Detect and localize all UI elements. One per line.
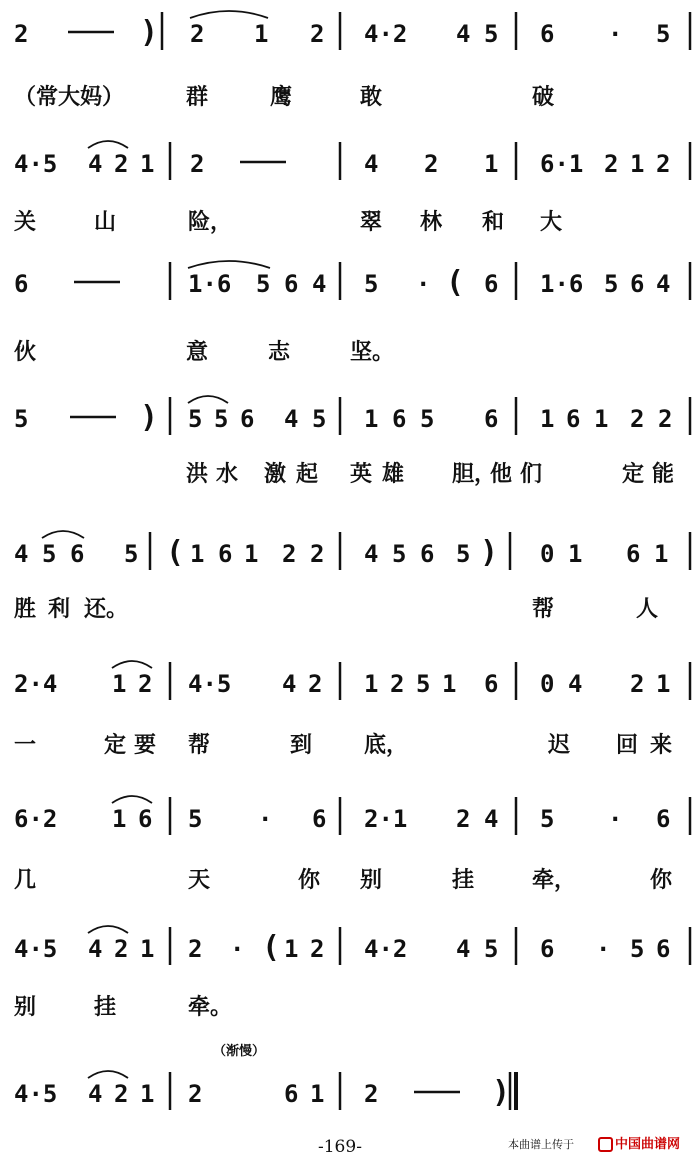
source-note: 本曲谱上传于 — [508, 1138, 574, 1151]
lyric-word: 帮 — [188, 733, 211, 758]
note: 6 — [484, 405, 499, 433]
page-number: -169- — [318, 1137, 362, 1157]
lyric-word: 天 — [188, 868, 211, 893]
note: 1 — [594, 405, 609, 433]
notation-row — [14, 661, 690, 700]
note: 2 — [364, 1080, 379, 1108]
note: · — [596, 935, 611, 963]
site-logo — [598, 1133, 680, 1152]
note: 5 — [188, 805, 203, 833]
lyric-word: 利 — [48, 597, 71, 622]
note: 1 — [244, 540, 259, 568]
note: 4 — [282, 670, 297, 698]
note: 6 — [218, 540, 233, 568]
note: 5 — [484, 20, 499, 48]
note: 6 — [484, 270, 499, 298]
lyric-word: 牵， — [532, 868, 577, 893]
note: 5 — [416, 670, 431, 698]
note: 1 — [364, 670, 379, 698]
note: 5 — [630, 935, 645, 963]
note: 4 — [284, 405, 299, 433]
note: 4·5 — [14, 150, 58, 178]
note: 2 — [188, 1080, 203, 1108]
slur — [112, 796, 152, 803]
lyric-word: 险， — [188, 210, 233, 235]
note: 6 — [626, 540, 641, 568]
slur — [88, 141, 128, 148]
note: 1 — [656, 670, 671, 698]
note: 2 — [190, 150, 205, 178]
lyric-word: 还。 — [84, 597, 129, 622]
lyric-word: 挂 — [94, 995, 117, 1020]
bracket: ( — [446, 265, 465, 300]
note: 1 — [568, 540, 583, 568]
bracket: ) — [140, 15, 159, 50]
note: 6 — [284, 1080, 299, 1108]
lyric-word: 你 — [298, 868, 321, 893]
lyric-word: 挂 — [452, 868, 475, 893]
note: 2 — [656, 150, 671, 178]
slur — [42, 531, 84, 538]
bracket: ) — [480, 535, 499, 570]
lyric-line — [0, 592, 700, 622]
note: 1 — [484, 150, 499, 178]
lyric-word: 大 — [540, 210, 563, 235]
note: 6·1 — [540, 150, 584, 178]
lyric-word: 几 — [14, 868, 37, 893]
lyric-line — [0, 80, 700, 110]
note: 4·5 — [14, 935, 58, 963]
lyric-word: 别 — [360, 868, 383, 893]
note: 2 — [114, 935, 129, 963]
note: 4 — [568, 670, 583, 698]
note: 4 — [364, 150, 379, 178]
note: 1 — [654, 540, 669, 568]
lyric-line — [0, 457, 700, 487]
lyric-word: 来 — [650, 733, 673, 758]
note: 5 — [540, 805, 555, 833]
note: 4·2 — [364, 20, 408, 48]
note: 5 — [124, 540, 139, 568]
slur — [188, 396, 228, 403]
lyric-word: 激 — [264, 462, 287, 487]
lyric-word: 人 — [636, 597, 659, 622]
lyric-line — [0, 728, 700, 758]
note: 5 — [14, 405, 29, 433]
lyric-word: 别 — [14, 995, 37, 1020]
lyric-word: 帮 — [532, 597, 555, 622]
note: 4 — [364, 540, 379, 568]
note: 1 — [284, 935, 299, 963]
note: 2 — [188, 935, 203, 963]
lyric-word: 和 — [482, 210, 505, 235]
lyric-word: 志 — [268, 340, 291, 365]
note: 4 — [88, 935, 103, 963]
lyric-word: 他 — [490, 462, 513, 487]
lyric-word: 山 — [94, 210, 117, 235]
note: · — [416, 270, 431, 298]
note: 1 — [190, 540, 205, 568]
lyric-line — [0, 863, 700, 893]
note: · — [230, 935, 245, 963]
lyric-word: 洪 — [186, 462, 209, 487]
note: 4 — [88, 150, 103, 178]
bracket: ( — [262, 930, 281, 965]
lyric-line — [0, 990, 700, 1020]
lyric-word: 们 — [520, 462, 543, 487]
bracket: ) — [140, 400, 159, 435]
note: 1 — [140, 150, 155, 178]
note: 1 — [140, 1080, 155, 1108]
lyric-line — [0, 0, 700, 30]
note: 4·5 — [14, 1080, 58, 1108]
lyric-line — [0, 335, 700, 365]
note: 6 — [566, 405, 581, 433]
note: · — [258, 805, 273, 833]
lyric-word: 一 — [14, 733, 37, 758]
note: 2 — [282, 540, 297, 568]
note: 4 — [88, 1080, 103, 1108]
note: 2 — [310, 540, 325, 568]
slur — [188, 261, 270, 268]
lyric-word: 定 — [622, 462, 645, 487]
note: 1 — [112, 670, 127, 698]
lyric-word: 翠 — [360, 210, 383, 235]
lyric-word: 要 — [134, 733, 157, 758]
bracket: ) — [492, 1075, 511, 1110]
lyric-word: 英 — [350, 462, 373, 487]
note: 2 — [630, 405, 645, 433]
lyric-word: 到 — [290, 733, 313, 758]
lyric-word: 意 — [186, 340, 209, 365]
note: 5 — [364, 270, 379, 298]
note: 5 — [392, 540, 407, 568]
note: 2 — [604, 150, 619, 178]
notation-row — [14, 531, 690, 570]
lyric-word: 定 — [104, 733, 127, 758]
note: 6·2 — [14, 805, 58, 833]
note: 1 — [442, 670, 457, 698]
note: 6 — [420, 540, 435, 568]
note: 4·2 — [364, 935, 408, 963]
note: 2 — [308, 670, 323, 698]
lyric-word: 底， — [364, 733, 409, 758]
notation-row — [14, 1071, 516, 1110]
lyric-word: 水 — [216, 462, 239, 487]
note: 6 — [240, 405, 255, 433]
note: 6 — [70, 540, 85, 568]
lyric-word: 你 — [650, 868, 673, 893]
note: 2 — [390, 670, 405, 698]
note: 6 — [484, 670, 499, 698]
lyric-word: 迟 — [548, 733, 571, 758]
lyric-word: 胆， — [452, 462, 497, 487]
note: 2·1 — [364, 805, 408, 833]
lyric-word: 能 — [652, 462, 675, 487]
note: 5 — [42, 540, 57, 568]
note: 2 — [456, 805, 471, 833]
lyric-word: 雄 — [382, 462, 405, 487]
lyric-word: 起 — [296, 462, 319, 487]
slur — [88, 926, 128, 933]
note: · — [608, 20, 623, 48]
note: 4 — [456, 935, 471, 963]
note: 1 — [140, 935, 155, 963]
note: 4 — [14, 540, 29, 568]
note: 2 — [14, 20, 29, 48]
note: 1 — [310, 1080, 325, 1108]
note: 6 — [656, 805, 671, 833]
note: 2 — [424, 150, 439, 178]
note: 5 — [312, 405, 327, 433]
note: 5 — [656, 20, 671, 48]
note: 6 — [392, 405, 407, 433]
note: 6 — [656, 935, 671, 963]
note: 0 — [540, 670, 555, 698]
note: 6 — [138, 805, 153, 833]
lyric-word: 关 — [14, 210, 37, 235]
logo-text: 中国曲谱网 — [615, 1137, 681, 1152]
lyric-word: 伙 — [14, 340, 37, 365]
notation-row — [14, 396, 690, 435]
lyric-word: 鹰 — [270, 85, 293, 110]
note: 5 — [214, 405, 229, 433]
note: 6 — [284, 270, 299, 298]
note: 6 — [14, 270, 29, 298]
note: 1 — [540, 405, 555, 433]
note: 1 — [254, 20, 269, 48]
note: 6 — [312, 805, 327, 833]
note: 1·6 — [540, 270, 584, 298]
lyric-word: 群 — [186, 85, 209, 110]
note: 0 — [540, 540, 555, 568]
note: 6 — [630, 270, 645, 298]
note: 5 — [456, 540, 471, 568]
note: 1 — [112, 805, 127, 833]
note: 4·5 — [188, 670, 232, 698]
note: 2 — [190, 20, 205, 48]
note: 2 — [310, 935, 325, 963]
note: 1 — [630, 150, 645, 178]
note: 4 — [312, 270, 327, 298]
note: · — [608, 805, 623, 833]
slur — [88, 1071, 128, 1078]
lyric-word: 胜 — [14, 597, 37, 622]
notation-row — [14, 141, 690, 180]
note: 2 — [114, 1080, 129, 1108]
note: 2 — [138, 670, 153, 698]
note: 5 — [188, 405, 203, 433]
lyric-word: 牵。 — [188, 995, 233, 1020]
note: 6 — [540, 935, 555, 963]
note: 5 — [256, 270, 271, 298]
lyric-word: 敢 — [360, 85, 383, 110]
note: 2 — [658, 405, 673, 433]
lyric-word: 坚。 — [350, 340, 395, 365]
note: 4 — [484, 805, 499, 833]
note: 5 — [420, 405, 435, 433]
notation-row — [14, 796, 690, 835]
bracket: ( — [166, 535, 185, 570]
logo-icon — [598, 1137, 613, 1152]
note: 5 — [604, 270, 619, 298]
notation-row — [14, 261, 690, 300]
note: 6 — [540, 20, 555, 48]
note: 1·6 — [188, 270, 232, 298]
lyric-word: 破 — [532, 85, 555, 110]
lyric-word: （常大妈） — [14, 85, 125, 110]
lyric-line — [0, 205, 700, 235]
note: 2 — [114, 150, 129, 178]
note: 4 — [456, 20, 471, 48]
note: 4 — [656, 270, 671, 298]
note: 2 — [630, 670, 645, 698]
notation-row — [14, 926, 690, 965]
tempo-mark: （渐慢） — [213, 1044, 266, 1059]
note: 1 — [364, 405, 379, 433]
lyric-word: 林 — [420, 210, 443, 235]
lyric-word: 回 — [616, 733, 639, 758]
note: 2·4 — [14, 670, 58, 698]
slur — [112, 661, 152, 668]
note: 2 — [310, 20, 325, 48]
note: 5 — [484, 935, 499, 963]
